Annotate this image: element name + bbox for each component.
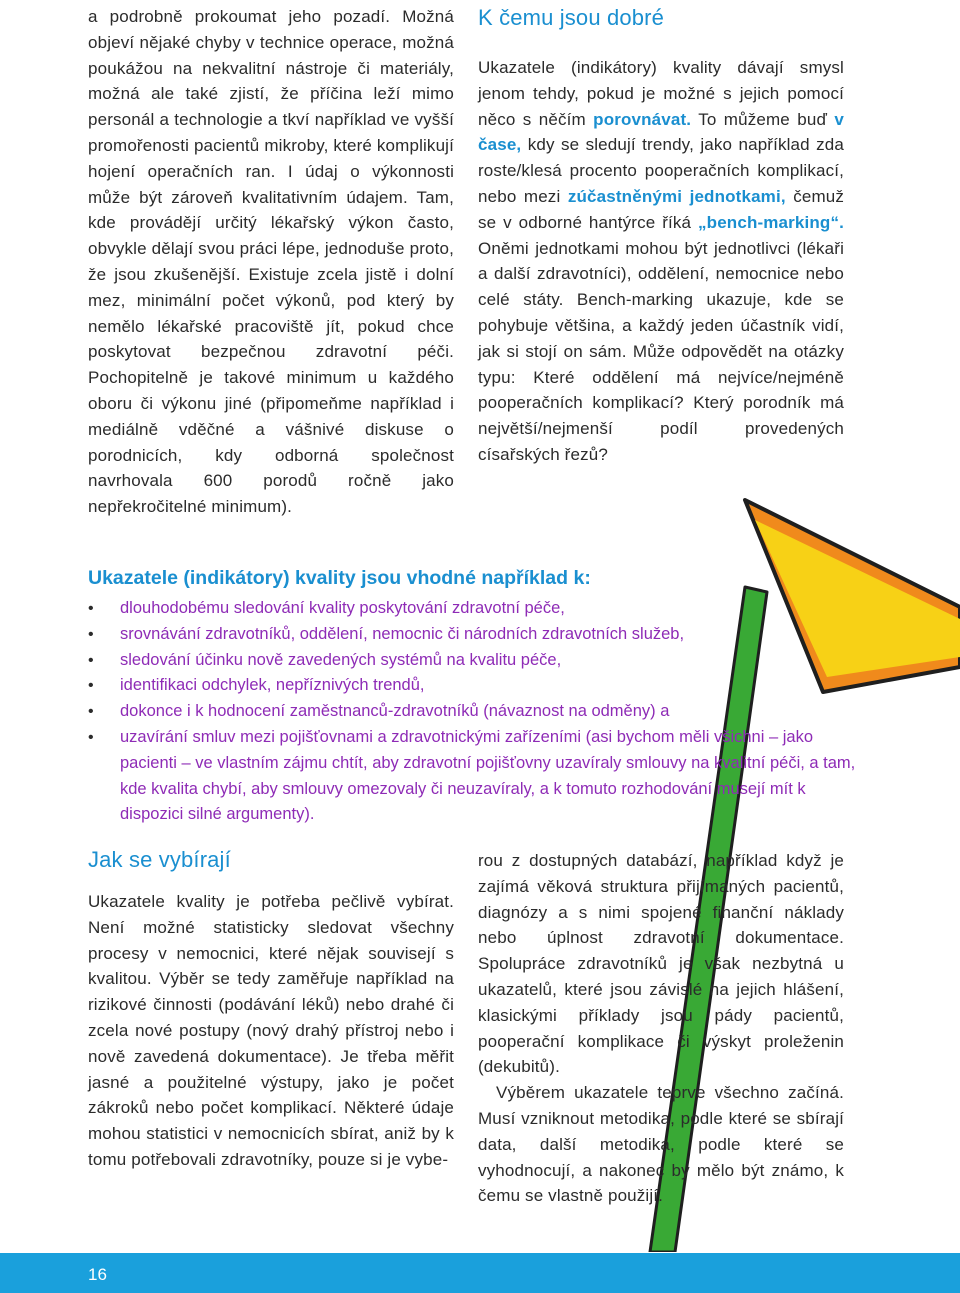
left-bottom-column (88, 846, 454, 1173)
section-heading-purpose: K čemu jsou dobré (478, 5, 664, 30)
list-item (88, 622, 868, 648)
list-item (88, 648, 868, 674)
list-item (88, 699, 868, 725)
methodology-paragraph: Výběrem ukazatele teprve všechno začíná. Musí vzniknout metodika, podle které se sbírají data, další metodika, podle které se vyhodnocují, a nakonec by mělo být známo, k čemu se vlastně použijí. (478, 1083, 844, 1206)
text-segment: čemuž se v odborné hantýrce říká (478, 186, 845, 232)
list-item-text: srovnávání zdravotníků, oddělení, nemocnic či národních zdravotních služeb, (120, 624, 685, 643)
list-item (88, 673, 868, 699)
list-item-text: identifikaci odchylek, nepříznivých trendů, (120, 676, 425, 695)
list-item (88, 725, 868, 828)
highlight-benchmarking: „bench-marking“. (698, 212, 844, 232)
bullet-marker: • (88, 728, 94, 746)
bullet-marker: • (88, 600, 94, 617)
bullet-marker: • (88, 625, 94, 643)
list-item-text: dokonce i k hodnocení zaměstnanců-zdravotníků (návaznost na odměny) a (120, 702, 670, 721)
highlight-units: zúčastněnými jednotkami, (567, 186, 786, 206)
bullet-marker: • (88, 651, 94, 669)
selection-paragraph-continued: rou z dostupných databází, například když je zajímá věková struktura přijímaných pacientů, diagnózy a s nimi spojené finanční náklady nebo úplnost zdravotní dokumentace. Spolupráce zdravotníků je však nezbytná u ukazatelů, které jsou závislé na jejich hlášení, klasickými příklady jsou pády pacientů, pooperační komplikace či výskyt proleženin (dekubitů). (478, 851, 844, 1077)
right-top-column (478, 4, 844, 468)
indicators-heading: Ukazatele (indikátory) kvality jsou vhodné například k: (88, 567, 591, 589)
footer-bar (0, 1253, 960, 1293)
list-item-text: dlouhodobému sledování kvality poskytování zdravotní péče, (120, 599, 565, 617)
text-segment: To můžeme buď (698, 109, 828, 129)
text-segment: kdy se sledují trendy, jako například zda roste/klesá procento pooperačních komplikací, nebo mezi (478, 135, 845, 206)
list-item (88, 596, 868, 622)
section-heading-selection: Jak se vybírají (88, 847, 231, 872)
purpose-paragraph (478, 55, 844, 468)
body-paragraph: a podrobně prokoumat jeho pozadí. Možná objeví nějaké chyby v technice operace, možná poukážou na nekvalitní nástroje či materiály, možná ale také zjistí, že příčina leží mimo personál a technologie a tkví například ve vyšší promořenosti pacientů mikroby, které komplikují hojení operačních ran. I údaj o výkonnosti může být zároveň kvalitativním údajem. Tam, kde provádějí určitý lékařský výkon často, obvykle dělají svou práci lépe, jednoduše proto, že jsou zkušenější. Existuje zcela jistě i dolní mez, minimální počet výkonů, pod který by nemělo lékařské pracoviště jít, pokud chce poskytovat bezpečnou zdravotní péči. Pochopitelně je takové minimum u každého oboru či výkonu jiné (připomeňme například i mediálně vděčné a vášnivé diskuse o porodnicích, kdy odborná společnost navrhovala 600 porodů ročně jako nepřekročitelné minimum). (88, 7, 454, 517)
selection-paragraph: Ukazatele kvality je potřeba pečlivě vybírat. Není možné statisticky sledovat všechny procesy v nemocnici, které nějak souvisejí s kvalitou. Výběr se tedy zaměřuje například na rizikové činnosti (podávání léků) nebo drahé či zcela nové postupy (nový drahý přístroj nebo i nově zavedená dokumentace). Je třeba měřit jasné a použitelné výstupy, jako je počet zákroků nebo počet komplikací. Některé údaje mohou statistici v nemocnicích sbírat, aniž by k tomu potřebovali zdravotníky, pouze si je vybe- (88, 892, 454, 1169)
highlight-in-time: v čase, (478, 109, 844, 155)
highlight-compare: porovnávat. (593, 109, 692, 129)
list-item-text: sledování účinku nově zavedených systémů na kvalitu péče, (120, 650, 562, 669)
left-top-column (88, 4, 454, 520)
list-item-text: uzavírání smluv mezi pojišťovnami a zdravotnickými zařízeními (asi bychom měli všichni – jako pacienti – ve vlastním zájmu chtít, aby zdravotní pojišťovny uzavíraly smlouvy na kvalitní péči, a tam, kde kvalita chybí, aby smlouvy omezovaly či neuzavíraly, a k tomuto rozhodování musejí mít k dispozici silné argumenty). (120, 727, 856, 824)
right-bottom-column (478, 848, 844, 1209)
bullet-marker: • (88, 703, 94, 721)
text-segment: Oněmi jednotkami mohou být jednotlivci (lékaři a další zdravotníci), oddělení, nemocnice nebo celé státy. Bench-marking ukazuje, kde se pohybuje většina, a každý jeden účastník vidí, jak si stojí on sám. Může odpovědět na otázky typu: Které oddělení má nejvíce/nejméně pooperačních komplikací? Který porodník má největší/nejmenší podíl provedených císařských řezů? (478, 238, 844, 464)
page-number: 16 (88, 1265, 107, 1284)
indicators-section (88, 566, 868, 828)
text-segment: Ukazatele (indikátory) kvality dávají smysl jenom tehdy, pokud je možné s jejich pomocí něco s něčím (478, 58, 844, 129)
bullet-marker: • (88, 677, 94, 695)
indicators-list (88, 596, 868, 828)
